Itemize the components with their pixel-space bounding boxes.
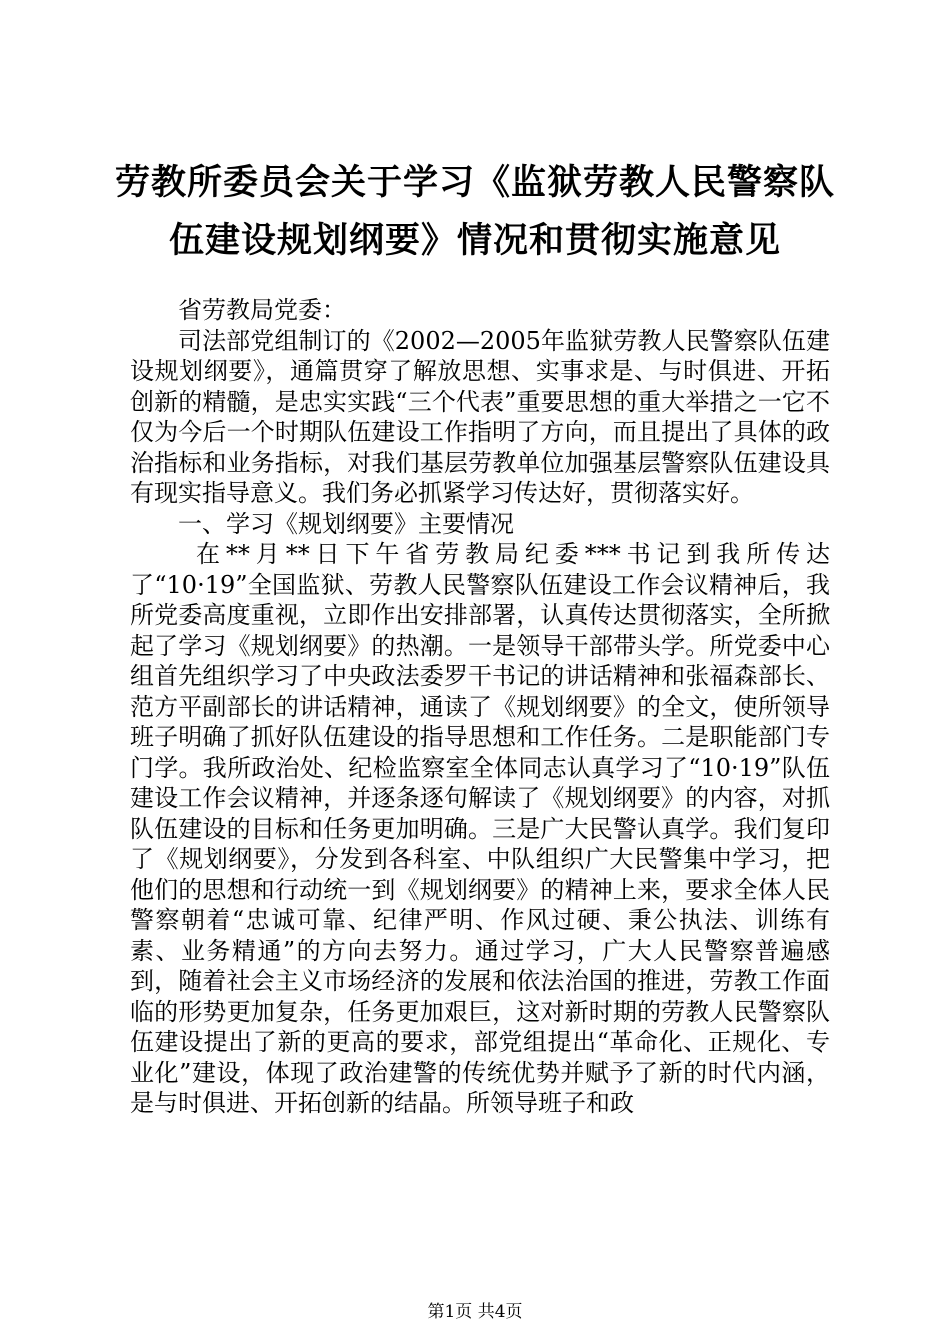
- document-body: [130, 295, 830, 1119]
- paragraph-intro: 司法部党组制订的《2002—2005年监狱劳教人民警察队伍建设规划纲要》，通篇贯穿了解放思想、实事求是、与时俱进、开拓创新的精髓，是忠实实践“三个代表”重要思想的重大举措之一它不仅为今后一个时期队伍建设工作指明了方向，而且提出了具体的政治指标和业务指标，对我们基层劳教单位加强基层警察队伍建设具有现实指导意义。我们务必抓紧学习传达好，贯彻落实好。: [130, 326, 830, 507]
- document-title-line-1: 劳教所委员会关于学习《监狱劳教人民警察队: [114, 163, 835, 203]
- paragraph-study-situation: 在**月**日下午省劳教局纪委***书记到我所传达了“10·19”全国监狱、劳教人民警察队伍建设工作会议精神后，我所党委高度重视，立即作出安排部署，认真传达贯彻落实，全所掀起了学习《规划纲要》的热潮。一是领导干部带头学。所党委中心组首先组织学习了中央政法委罗干书记的讲话精神和张福森部长、范方平副部长的讲话精神，通读了《规划纲要》的全文，使所领导班子明确了抓好队伍建设的指导思想和工作任务。二是职能部门专门学。我所政治处、纪检监察室全体同志认真学习了“10·19”队伍建设工作会议精神，并逐条逐句解读了《规划纲要》的内容，对抓队伍建设的目标和任务更加明确。三是广大民警认真学。我们复印了《规划纲要》，分发到各科室、中队组织广大民警集中学习，把他们的思想和行动统一到《规划纲要》的精神上来，要求全体人民警察朝着“忠诚可靠、纪律严明、作风过硬、秉公执法、训练有素、业务精通”的方向去努力。通过学习，广大人民警察普遍感到，随着社会主义市场经济的发展和依法治国的推进，劳教工作面临的形势更加复杂，任务更加艰巨，这对新时期的劳教人民警察队伍建设提出了新的更高的要求，部党组提出“革命化、正规化、专业化”建设，体现了政治建警的传统优势并赋予了新的时代内涵，是与时俱进、开拓创新的结晶。所领导班子和政: [130, 540, 830, 1117]
- section-heading-1: 一、学习《规划纲要》主要情况: [178, 509, 514, 538]
- document-title-line-2: 伍建设规划纲要》情况和贯彻实施意见: [168, 221, 781, 261]
- page-number-footer: 第1页 共4页: [427, 1302, 523, 1322]
- salutation: 省劳教局党委：: [178, 296, 346, 324]
